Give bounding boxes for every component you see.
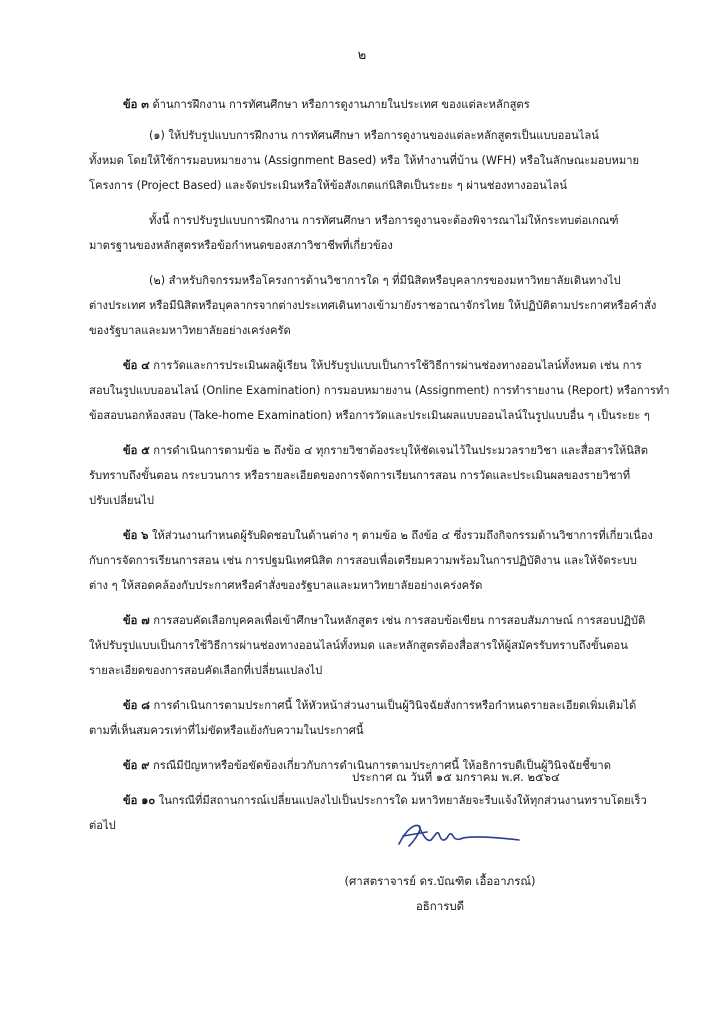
clause-4-line: สอบในรูปแบบออนไลน์ (Online Examination) การมอบหมายงาน (Assignment) การทำรายงาน (Report) หรือการทำ [89, 384, 670, 397]
clause-5 [89, 438, 649, 513]
clause-4-label: ข้อ ๔ [123, 359, 150, 372]
clause-6-line: ให้ส่วนงานกำหนดผู้รับผิดชอบในด้านต่าง ๆ ตามข้อ ๒ ถึงข้อ ๔ ซึ่งรวมถึงกิจกรรมด้านวิชาการที่เกี่ยวเนื่อง [151, 529, 653, 542]
signer-name: (ศาสตราจารย์ ดร.บัณฑิต เอื้ออาภรณ์) [344, 874, 536, 888]
clause-6-label: ข้อ ๖ [123, 529, 149, 542]
page-number: ๒ [357, 48, 367, 63]
clause-7 [89, 608, 649, 683]
clause-7-line: การสอบคัดเลือกบุคคลเพื่อเข้าศึกษาในหลักสูตร เช่น การสอบข้อเขียน การสอบสัมภาษณ์ การสอบปฏิบัติ [153, 614, 646, 627]
clause-5-label: ข้อ ๕ [123, 444, 150, 457]
announcement-date: ประกาศ ณ วันที่ ๑๕ มกราคม พ.ศ. ๒๕๖๔ [352, 770, 560, 784]
clause-8-line: การดำเนินการตามประกาศนี้ ให้หัวหน้าส่วนงานเป็นผู้วินิจฉัยสั่งการหรือกำหนดรายละเอียดเพิ่มเติมได้ [153, 699, 637, 712]
clause-10 [89, 788, 649, 838]
clause-8-line: ตามที่เห็นสมควรเท่าที่ไม่ขัดหรือแย้งกับความในประกาศนี้ [89, 724, 364, 737]
clause-10-label: ข้อ ๑๐ [123, 794, 156, 807]
clause-3-sub-1-line: โครงการ (Project Based) และจัดประเมินหรือให้ข้อสังเกตแก่นิสิตเป็นระยะ ๆ ผ่านช่องทางออนไลน์ [89, 179, 567, 192]
clause-6-line: กับการจัดการเรียนการสอน เช่น การปฐมนิเทศนิสิต การสอบเพื่อเตรียมความพร้อมในการปฏิบัติงาน และให้จัดระบบ [89, 554, 637, 567]
clause-3-heading [89, 92, 649, 117]
clause-3-sub-2 [89, 268, 657, 343]
clause-5-line: รับทราบถึงขั้นตอน กระบวนการ หรือรายละเอียดของการจัดการเรียนการสอน การวัดและประเมินผลของรายวิชาที่ [89, 469, 631, 482]
clause-4-line: การวัดและการประเมินผลผู้เรียน ให้ปรับรูปแบบเป็นการใช้วิธีการผ่านช่องทางออนไลน์ทั้งหมด เช่น การ [153, 359, 642, 372]
clause-7-line: รายละเอียดของการสอบคัดเลือกที่เปลี่ยนแปลงไป [89, 664, 323, 677]
signer-title: อธิการบดี [415, 899, 465, 913]
clause-3-sub-1-line: (๑) ให้ปรับรูปแบบการฝึกงาน การทัศนศึกษา หรือการดูงานของแต่ละหลักสูตรเป็นแบบออนไลน์ [149, 129, 599, 142]
clause-3-sub-1-note [89, 208, 649, 258]
clause-5-line: ปรับเปลี่ยนไป [89, 494, 154, 507]
clause-7-label: ข้อ ๗ [123, 614, 150, 627]
clause-3-note-line: ทั้งนี้ การปรับรูปแบบการฝึกงาน การทัศนศึกษา หรือการดูงานจะต้องพิจารณาไม่ให้กระทบต่อเกณฑ์ [149, 214, 619, 227]
clause-6 [89, 523, 653, 598]
clause-8-label: ข้อ ๘ [123, 699, 150, 712]
clause-9-label: ข้อ ๙ [123, 759, 150, 772]
clause-10-line: ในกรณีที่มีสถานการณ์เปลี่ยนแปลงไปเป็นประการใด มหาวิทยาลัยจะรีบแจ้งให้ทุกส่วนงานทราบโดยเร็ว [158, 794, 647, 807]
clause-3-sub-2-line: (๒) สำหรับกิจกรรมหรือโครงการด้านวิชาการใด ๆ ที่มีนิสิตหรือบุคลากรของมหาวิทยาลัยเดินทางไป [149, 274, 621, 287]
clause-3-sub-1 [89, 123, 649, 198]
clause-5-line: การดำเนินการตามข้อ ๒ ถึงข้อ ๔ ทุกรายวิชาต้องระบุให้ชัดเจนไว้ในประมวลรายวิชา และสื่อสารให้นิสิต [153, 444, 649, 457]
signature-image [393, 818, 523, 854]
clause-4 [89, 353, 670, 428]
clause-3-note-line: มาตรฐานของหลักสูตรหรือข้อกำหนดของสภาวิชาชีพที่เกี่ยวข้อง [89, 239, 393, 252]
clause-9-line: กรณีมีปัญหาหรือข้อขัดข้องเกี่ยวกับการดำเนินการตามประกาศนี้ ให้อธิการบดีเป็นผู้วินิจฉัยชี้ขาด [153, 759, 611, 772]
clause-6-line: ต่าง ๆ ให้สอดคล้องกับประกาศหรือคำสั่งของรัฐบาลและมหาวิทยาลัยอย่างเคร่งครัด [89, 579, 483, 592]
clause-3-sub-2-line: ต่างประเทศ หรือมีนิสิตหรือบุคลากรจากต่างประเทศเดินทางเข้ามายังราชอาณาจักรไทย ให้ปฏิบัติตามประกาศหรือคำสั่ง [89, 299, 657, 312]
clause-3-sub-2-line: ของรัฐบาลและมหาวิทยาลัยอย่างเคร่งครัด [89, 324, 291, 337]
clause-8 [89, 693, 649, 743]
clause-3-sub-1-line: ทั้งหมด โดยให้ใช้การมอบหมายงาน (Assignment Based) หรือ ให้ทำงานที่บ้าน (WFH) หรือในลักษณะมอบหมาย [89, 154, 640, 167]
document-body [89, 92, 670, 848]
clause-3-label: ข้อ ๓ [123, 98, 149, 111]
clause-4-line: ข้อสอบนอกห้องสอบ (Take-home Examination) หรือการวัดและประเมินผลแบบออนไลน์ในรูปแบบอื่น ๆ เป็นระยะ ๆ [89, 409, 650, 422]
clause-7-line: ให้ปรับรูปแบบเป็นการใช้วิธีการผ่านช่องทางออนไลน์ทั้งหมด และหลักสูตรต้องสื่อสารให้ผู้สมัครรับทราบถึงขั้นตอน [89, 639, 628, 652]
clause-3-text: ด้านการฝึกงาน การทัศนศึกษา หรือการดูงานภายในประเทศ ของแต่ละหลักสูตร [152, 98, 530, 111]
clause-10-line: ต่อไป [89, 819, 116, 832]
